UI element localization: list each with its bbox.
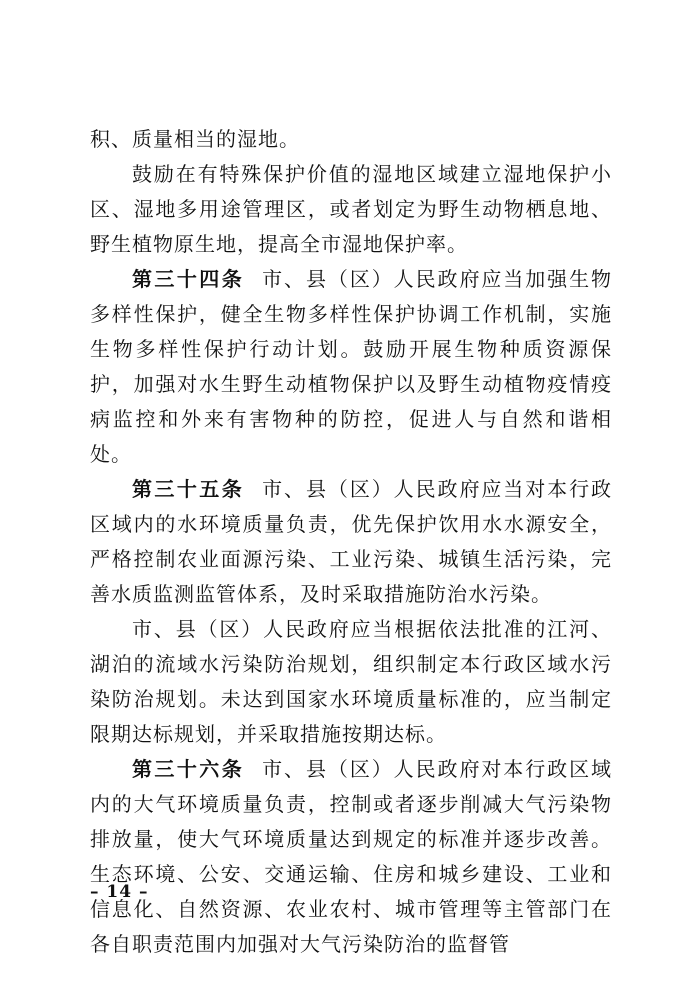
article-34 xyxy=(90,262,612,472)
article-36 xyxy=(90,752,612,962)
article-number: 第三十五条 xyxy=(132,477,245,501)
article-number: 第三十六条 xyxy=(132,757,245,781)
document-body xyxy=(90,122,612,962)
paragraph-text: 市、县（区）人民政府对本行政区域内的大气环境质量负责，控制或者逐步削减大气污染物排放量，使大气环境质量达到规定的标准并逐步改善。生态环境、公安、交通运输、住房和城乡建设、工业和信息化、自然资源、农业农村、城市管理等主管部门在各自职责范围内加强对大气污染防治的监督管 xyxy=(90,757,612,956)
paragraph-continuation xyxy=(90,122,612,157)
paragraph-water-plan xyxy=(90,612,612,752)
paragraph-text: 市、县（区）人民政府应当加强生物多样性保护，健全生物多样性保护协调工作机制，实施生物多样性保护行动计划。鼓励开展生物种质资源保护，加强对水生野生动植物保护以及野生动植物疫情疫病监控和外来有害物种的防控，促进人与自然和谐相处。 xyxy=(90,267,612,466)
paragraph-text: 市、县（区）人民政府应当根据依法批准的江河、湖泊的流域水污染防治规划，组织制定本行政区域水污染防治规划。未达到国家水环境质量标准的，应当制定限期达标规划，并采取措施按期达标。 xyxy=(90,617,612,746)
article-35 xyxy=(90,472,612,612)
paragraph-text: 积、质量相当的湿地。 xyxy=(90,127,300,151)
article-number: 第三十四条 xyxy=(132,267,245,291)
paragraph-text: 鼓励在有特殊保护价值的湿地区域建立湿地保护小区、湿地多用途管理区，或者划定为野生动物栖息地、野生植物原生地，提高全市湿地保护率。 xyxy=(90,162,612,256)
paragraph-wetland-reserve xyxy=(90,157,612,262)
page-number: – 14 – xyxy=(90,882,149,902)
paragraph-text: 市、县（区）人民政府应当对本行政区域内的水环境质量负责，优先保护饮用水水源安全，严格控制农业面源污染、工业污染、城镇生活污染，完善水质监测监管体系，及时采取措施防治水污染。 xyxy=(90,477,612,606)
